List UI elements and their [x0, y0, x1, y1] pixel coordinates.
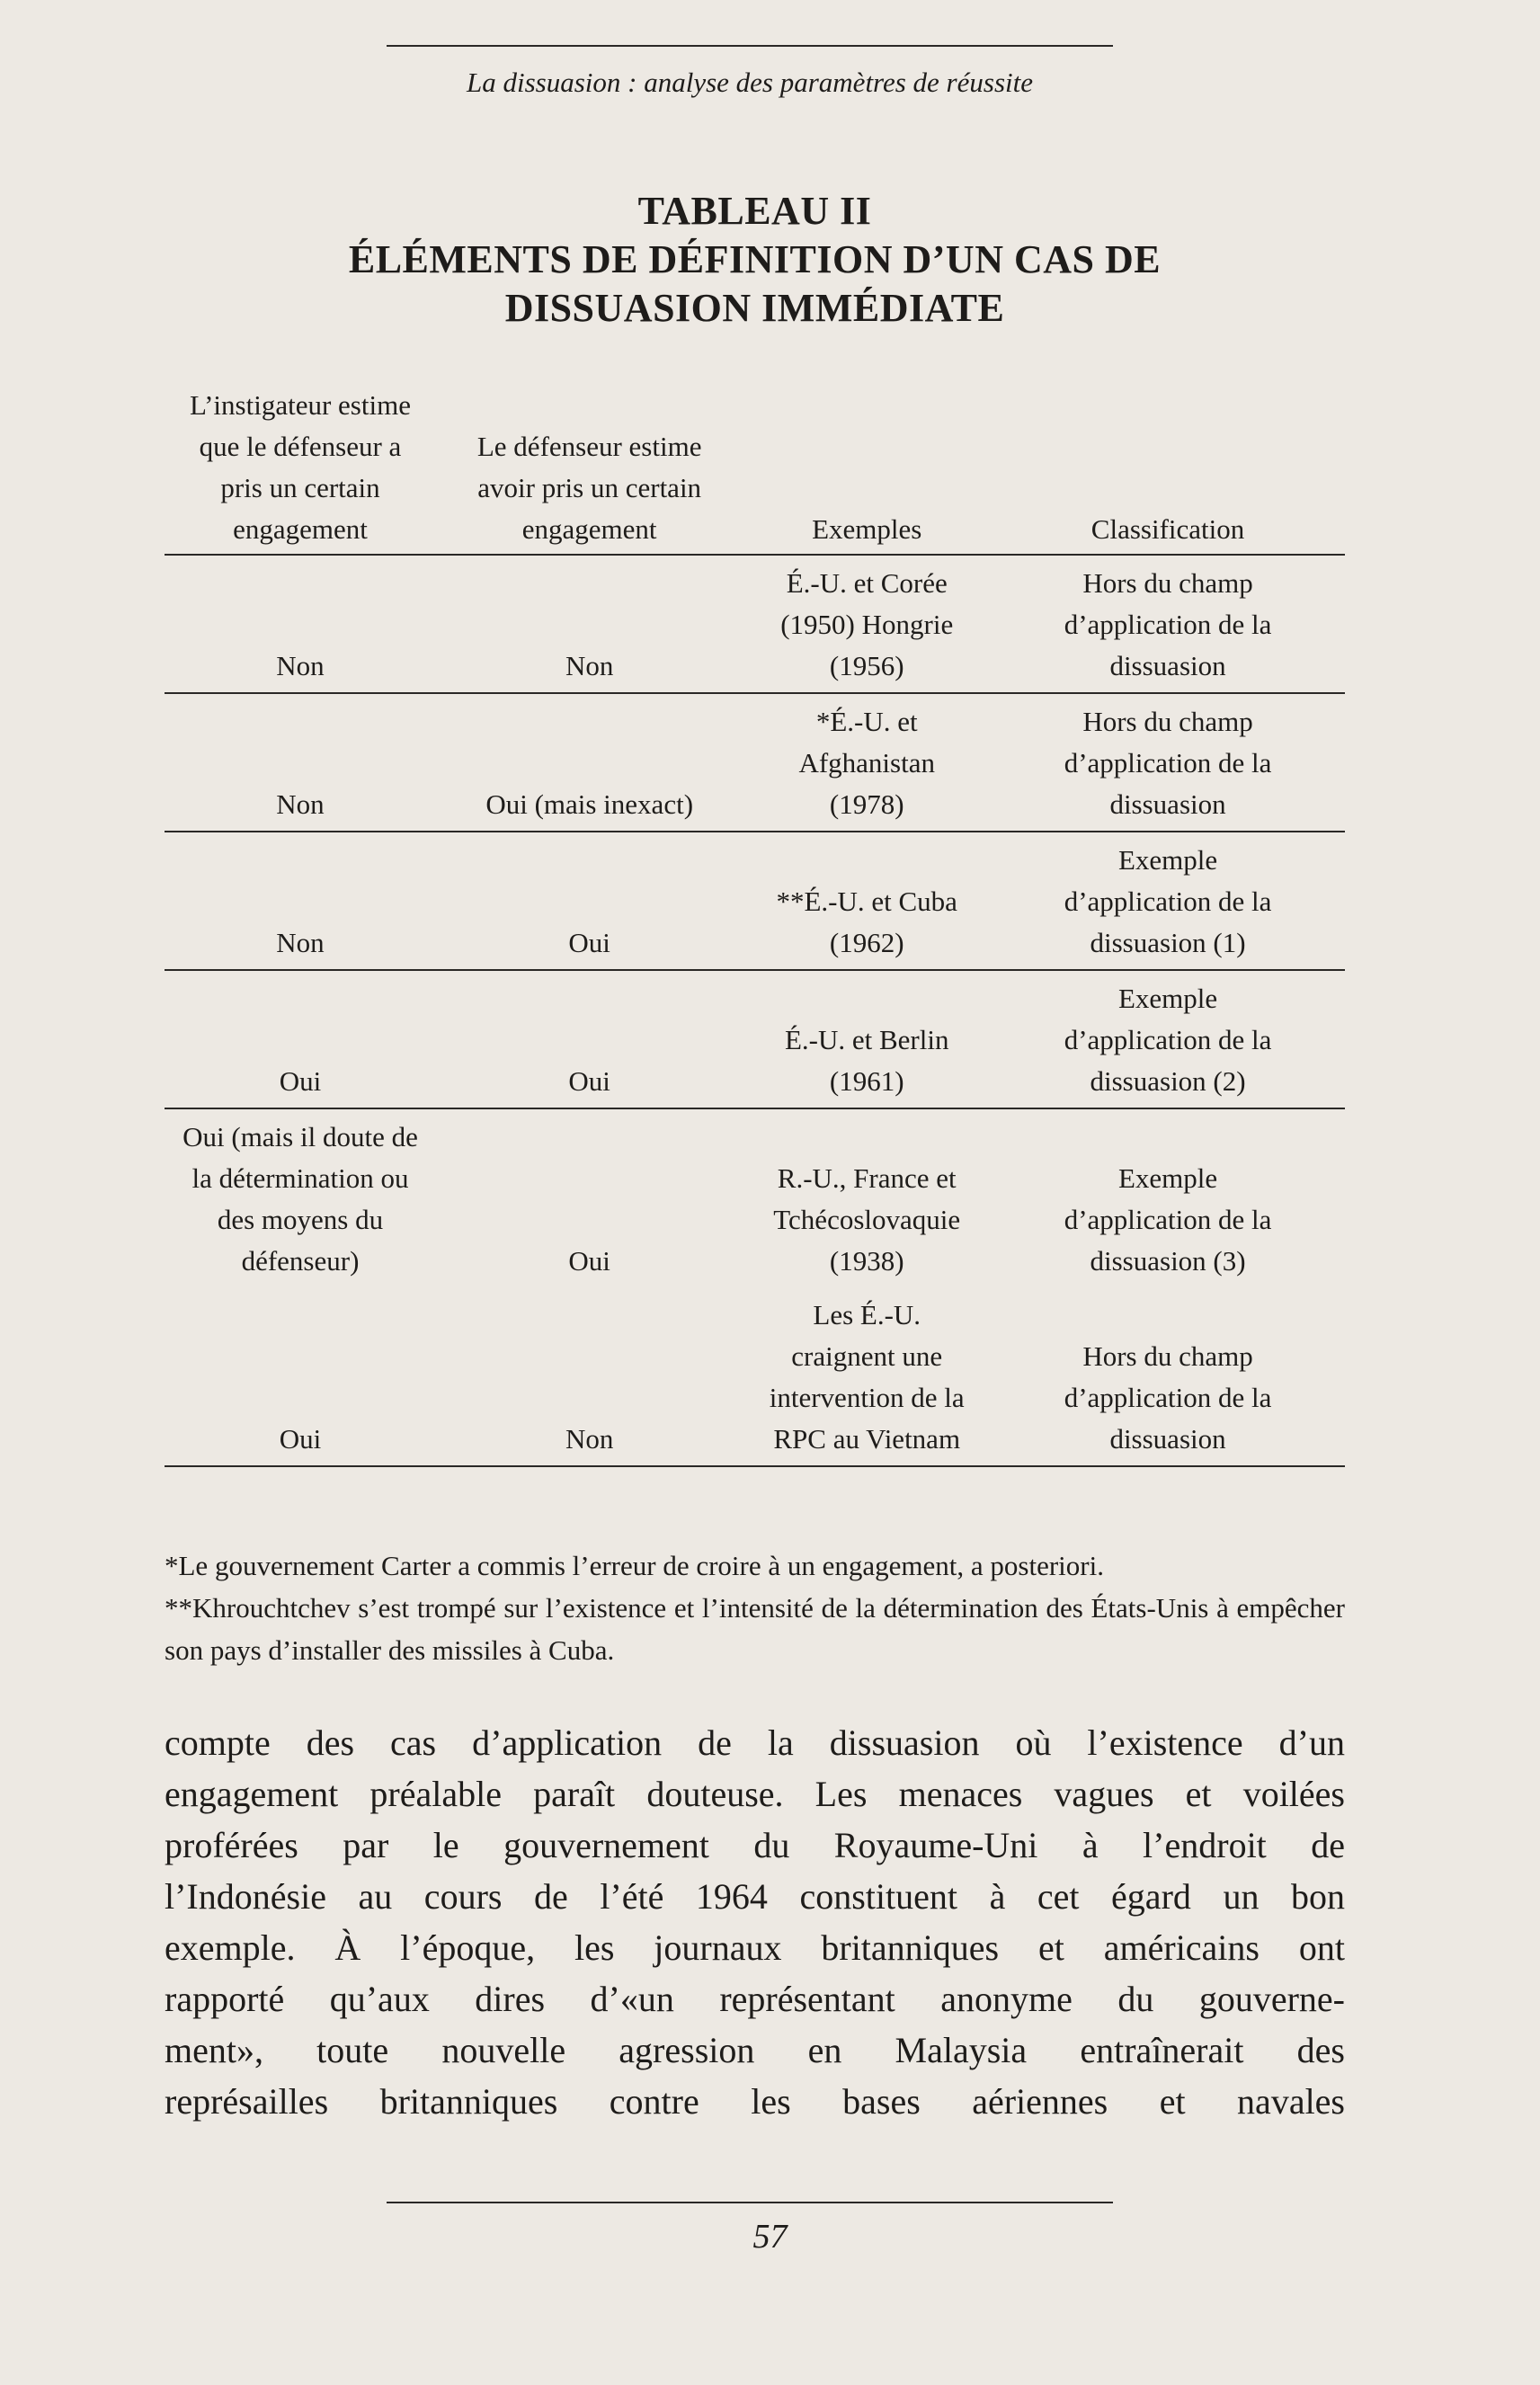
cell-defender: Oui (mais inexact): [436, 693, 743, 832]
cell-defender: Oui: [568, 1245, 610, 1277]
cell-instigator: Non: [165, 555, 436, 693]
table-row: [165, 1287, 1345, 1466]
cell-classification: Hors du champ d’application de la dissuasion: [991, 555, 1345, 693]
definition-table: [165, 385, 1345, 1467]
cell-defender: Non: [436, 1287, 743, 1466]
cell-instigator: Non: [165, 693, 436, 832]
table-title-line-1: TABLEAU II: [637, 189, 872, 233]
body-line: proférées par le gouvernement du Royaume-Uni à l’endroit de: [165, 1825, 1345, 1865]
body-line: engagement préalable paraît douteuse. Les menaces vagues et voilées: [165, 1774, 1345, 1814]
cell-classification: Exemple d’application de la dissuasion (1): [991, 832, 1345, 970]
body-paragraph: [165, 1717, 1345, 2127]
cell-example: É.-U. et Corée (1950) Hongrie (1956): [743, 555, 991, 693]
footnote: **Khrouchtchev s’est trompé sur l’existence et l’intensité de la détermination des États-Unis à empêcher son pays d’installer des missiles à Cuba.: [165, 1592, 1345, 1666]
cell-example: R.-U., France et Tchécoslovaquie (1938): [773, 1162, 961, 1277]
cell-example: **É.-U. et Cuba (1962): [743, 832, 991, 970]
cell-defender: Oui: [436, 970, 743, 1108]
table-row: [165, 693, 1345, 832]
header-classification: Classification: [991, 385, 1345, 555]
page-number: 57: [752, 2218, 788, 2256]
table-title-line-3: DISSUASION IMMÉDIATE: [504, 286, 1005, 330]
table-title: [165, 187, 1345, 333]
cell-instigator: Oui: [165, 970, 436, 1108]
header-instigator: L’instigateur estime que le défenseur a pris un certain engagement: [165, 385, 436, 555]
body-line: exemple. À l’époque, les journaux britanniques et américains ont: [165, 1927, 1345, 1968]
footnote: *Le gouvernement Carter a commis l’erreur de croire à un engagement, a posteriori.: [165, 1550, 1104, 1581]
table-footnotes: [165, 1544, 1345, 1671]
cell-example: Les É.-U. craignent une intervention de la RPC au Vietnam: [743, 1287, 991, 1466]
cell-classification: Hors du champ d’application de la dissuasion: [991, 1287, 1345, 1466]
cell-instigator: Oui (mais il doute de la détermination ou des moyens du défenseur): [182, 1121, 418, 1277]
table-title-line-2: ÉLÉMENTS DE DÉFINITION D’UN CAS DE: [348, 237, 1162, 281]
cell-example: É.-U. et Berlin (1961): [743, 970, 991, 1108]
table-header-row: [165, 385, 1345, 555]
cell-defender: Oui: [436, 832, 743, 970]
cell-instigator: Oui: [165, 1287, 436, 1466]
footer-rule: [387, 2202, 1113, 2203]
body-line: compte des cas d’application de la dissuasion où l’existence d’un: [165, 1722, 1345, 1763]
table-row: [165, 970, 1345, 1108]
cell-classification: Exemple d’application de la dissuasion (3): [1064, 1162, 1272, 1277]
header-examples: Exemples: [743, 385, 991, 555]
body-line: ment», toute nouvelle agression en Malaysia entraînerait des: [165, 2030, 1345, 2070]
body-line: représailles britanniques contre les bases aériennes et navales: [165, 2081, 1345, 2122]
running-head: La dissuasion : analyse des paramètres de réussite: [387, 45, 1113, 99]
cell-classification: Exemple d’application de la dissuasion (2): [991, 970, 1345, 1108]
table-row: [165, 1108, 1345, 1287]
cell-example: *É.-U. et Afghanistan (1978): [743, 693, 991, 832]
cell-defender: Non: [436, 555, 743, 693]
body-line: l’Indonésie au cours de l’été 1964 constituent à cet égard un bon: [165, 1876, 1345, 1917]
header-defender: Le défenseur estime avoir pris un certain engagement: [436, 385, 743, 555]
body-line: rapporté qu’aux dires d’«un représentant anonyme du gouverne-: [165, 1979, 1345, 2019]
table-row: [165, 555, 1345, 693]
cell-instigator: Non: [165, 832, 436, 970]
cell-classification: Hors du champ d’application de la dissuasion: [991, 693, 1345, 832]
table-row: [165, 832, 1345, 970]
